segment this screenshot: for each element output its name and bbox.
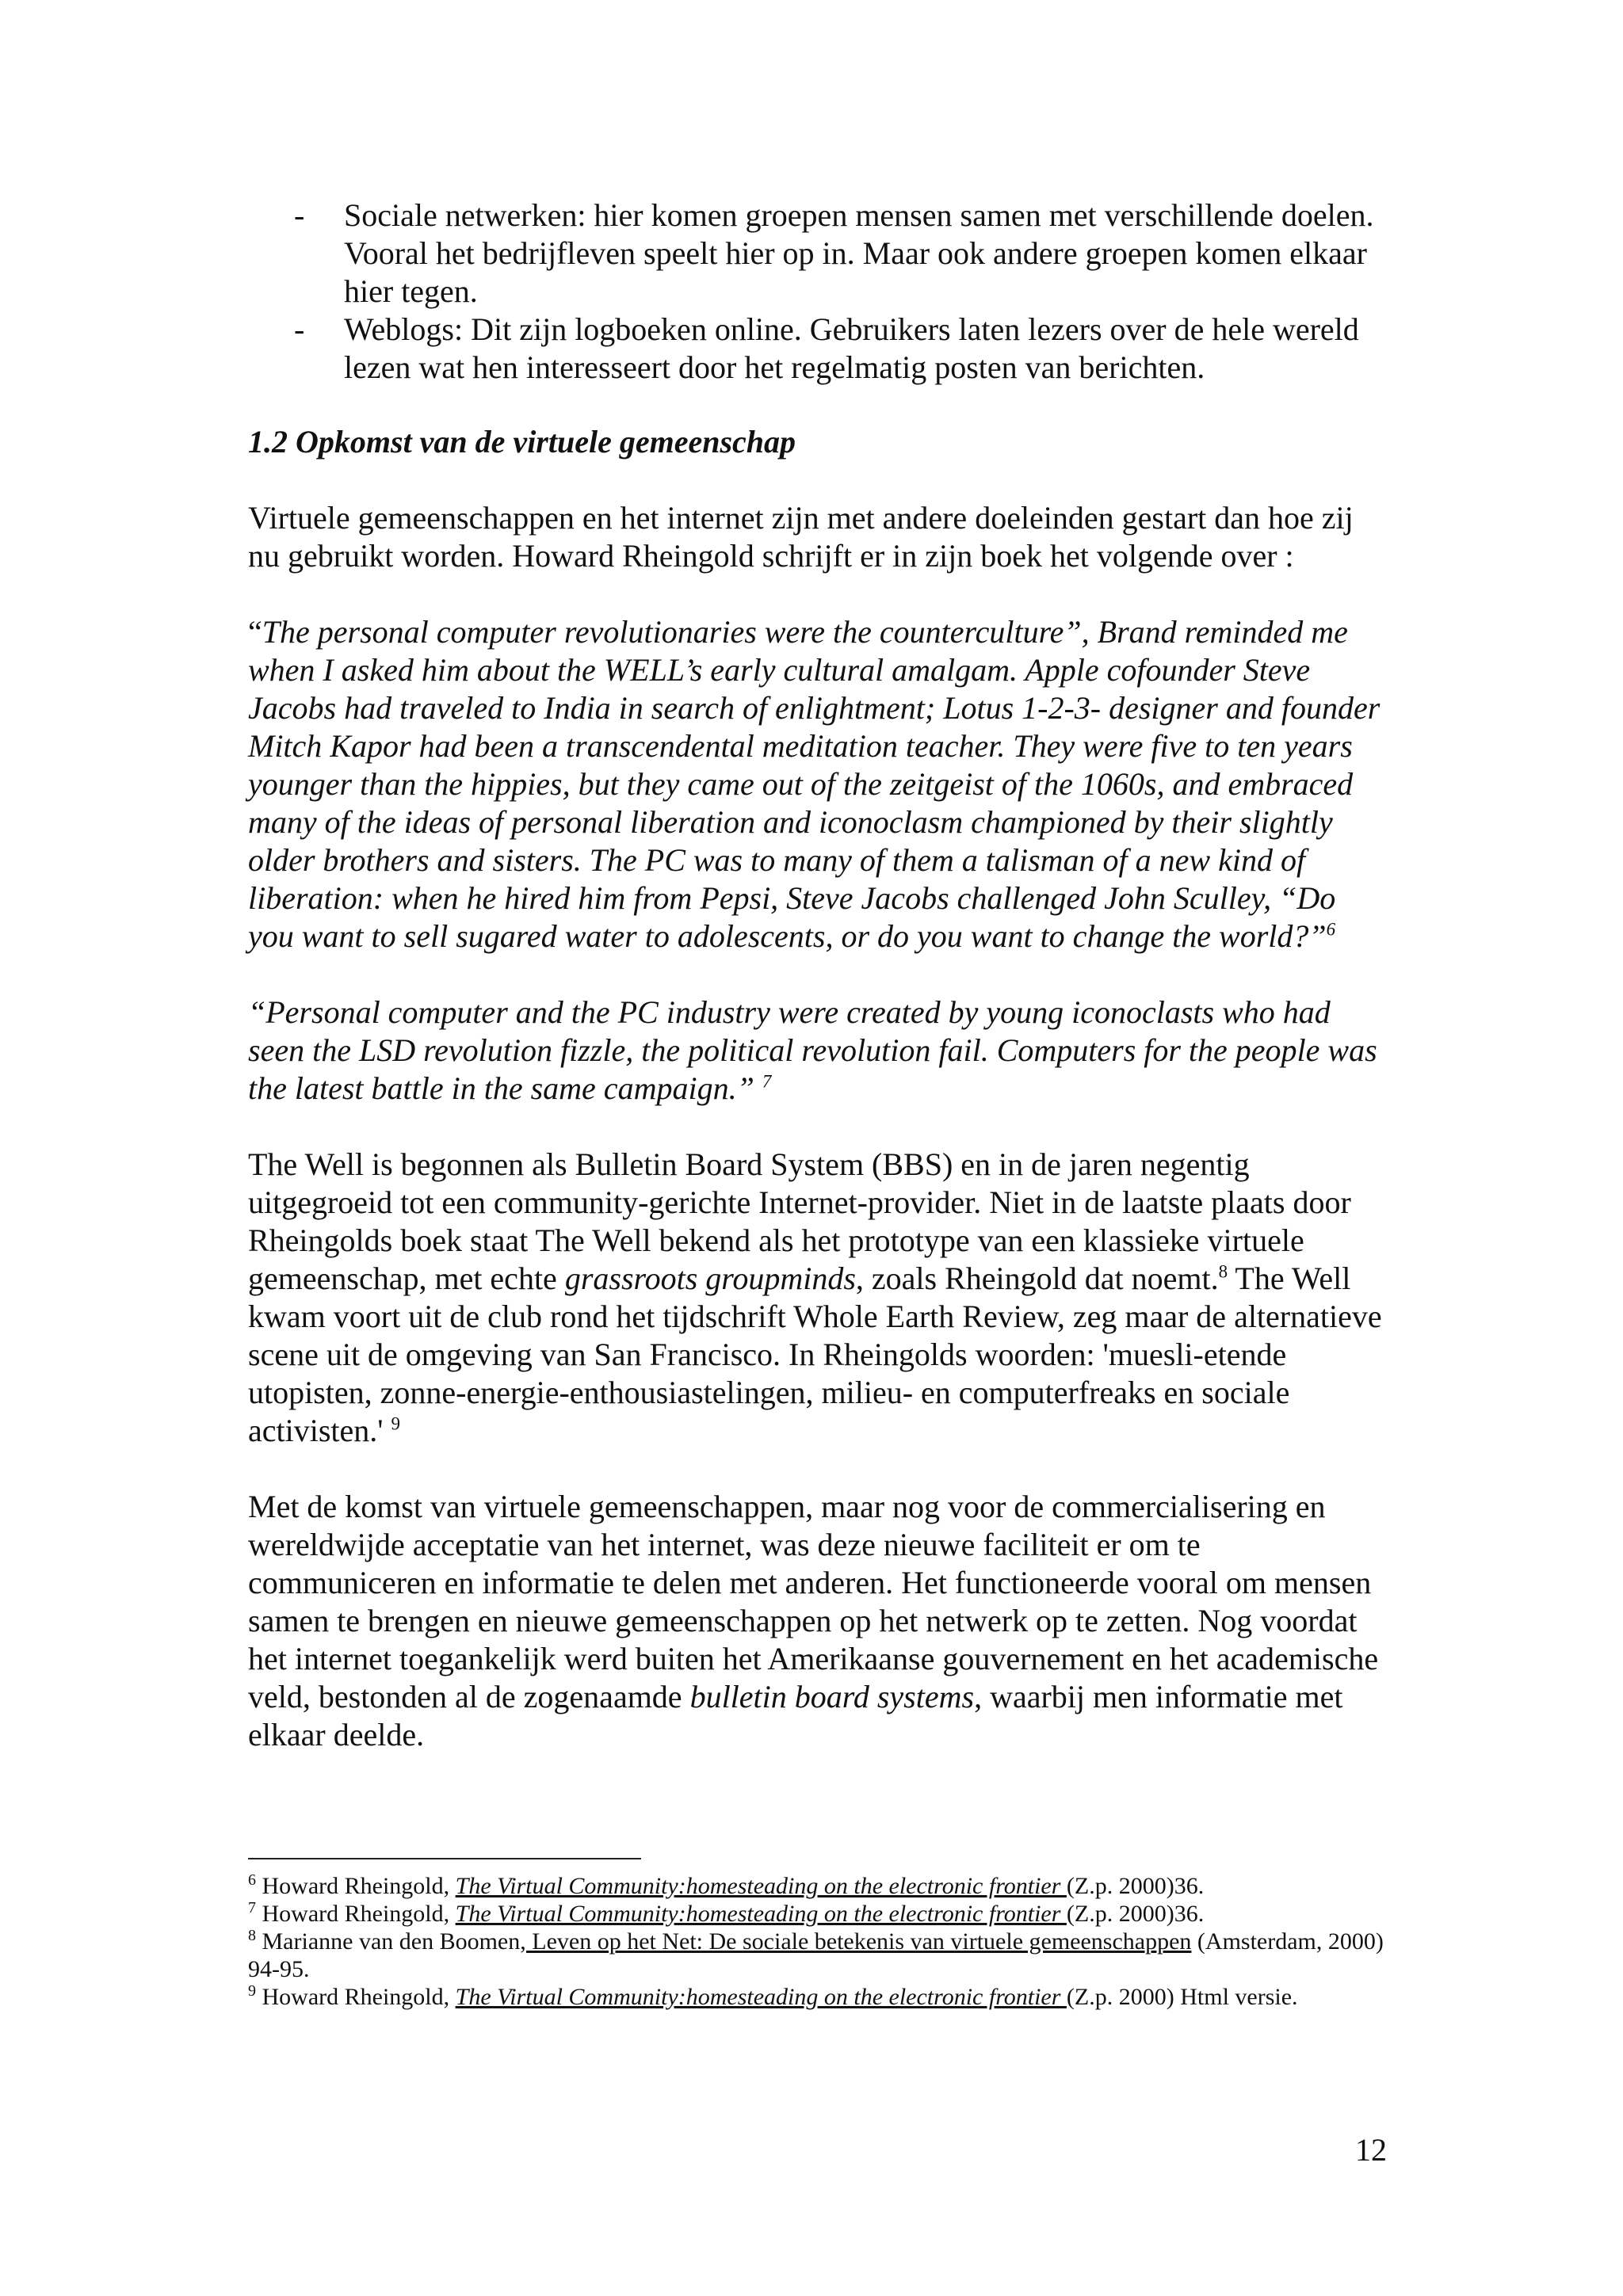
footnote-author: Howard Rheingold, [262, 1984, 456, 2010]
bullet-dash: - [294, 197, 305, 233]
bullet-text-weblogs: Weblogs: Dit zijn logboeken online. Gebruikers laten lezers over de hele wereld lezen wat hen interesseert door het regelmatig posten van berichten. [344, 311, 1359, 385]
body-content [248, 196, 1389, 1754]
block-quote-2 [248, 994, 1389, 1108]
well-text-part2: , zoals Rheingold dat noemt. [855, 1261, 1219, 1296]
footnote-tail: (Z.p. 2000) Html versie. [1066, 1984, 1298, 2010]
quote-2-text: “Personal computer and the PC industry were created by young iconoclasts who had seen the LSD revolution fizzle, the political revolution fail. Computers for the people was the latest battle in the same campaign.” [248, 994, 1377, 1106]
footnote-tail: (Amsterdam, 2000) 94-95. [248, 1928, 1384, 1982]
block-quote-1 [248, 613, 1389, 955]
footnote-title: The Virtual Community:homesteading on the electronic frontier [455, 1984, 1067, 2010]
bullet-item [248, 196, 1389, 311]
section-heading: 1.2 Opkomst van de virtuele gemeenschap [248, 424, 796, 460]
bullet-dash: - [294, 311, 305, 347]
final-emphasis: bulletin board systems [689, 1679, 975, 1714]
footnote-number: 8 [248, 1927, 256, 1944]
final-text-part2: , waarbij men informatie met elkaar deelde. [248, 1679, 1343, 1753]
footnote-9 [248, 1983, 1389, 2011]
quote-1-text: The personal computer revolutionaries were the counterculture”, Brand reminded me when I asked him about the WELL’s early cultural amalgam. Apple cofounder Steve Jacobs had traveled to India in search of enlightment; Lotus 1-2-3- designer and founder Mitch Kapor had been a transcendental meditation teacher. They were five to ten years younger than the hippies, but they came out of the zeitgeist of the 1060s, and embraced many of the ideas of personal liberation and iconoclasm championed by their slightly older brothers and sisters. The PC was to many of them a talisman of a new kind of liberation: when he hired him from Pepsi, Steve Jacobs challenged John Sculley, “Do you want to sell sugared water to adolescents, or do you want to change the world?” [248, 614, 1381, 954]
footnote-number: 9 [248, 1982, 256, 2000]
bullet-item [248, 311, 1389, 387]
footnote-ref-6[interactable]: 6 [1326, 919, 1336, 940]
footnote-8 [248, 1928, 1389, 1983]
footnote-separator [248, 1858, 641, 1859]
footnote-tail: (Z.p. 2000)36. [1066, 1873, 1205, 1899]
well-text-part3: The Well kwam voort uit de club rond het tijdschrift Whole Earth Review, zeg maar de alternatieve scene uit de omgeving van San Francisco. In Rheingolds woorden: 'muesli-etende utopisten, zonne-energie-enthousiastelingen, milieu- en computerfreaks en sociale activisten.' [248, 1261, 1382, 1448]
footnote-title: , Leven op het Net: De sociale betekenis van virtuele gemeenschappen [520, 1928, 1192, 1955]
footnote-ref-7[interactable]: 7 [762, 1071, 772, 1092]
footnote-6 [248, 1872, 1389, 1900]
footnote-title: The Virtual Community:homesteading on the electronic frontier [455, 1901, 1067, 1927]
footnote-number: 7 [248, 1899, 256, 1917]
intro-paragraph: Virtuele gemeenschappen en het internet zijn met andere doeleinden gestart dan hoe zij nu gebruikt worden. Howard Rheingold schrijft er in zijn boek het volgende over : [248, 500, 1354, 574]
footnote-author: Howard Rheingold, [262, 1901, 456, 1927]
footnote-ref-9[interactable]: 9 [391, 1413, 400, 1434]
well-paragraph [248, 1146, 1389, 1450]
footnote-author: Howard Rheingold, [262, 1873, 456, 1899]
final-text-part1: Met de komst van virtuele gemeenschappen, maar nog voor de commercialisering en wereldwijde acceptatie van het internet, was deze nieuwe faciliteit er om te communiceren en informatie te delen met anderen. Het functioneerde vooral om mensen samen te brengen en nieuwe gemeenschappen op het netwerk op te zetten. Nog voordat het internet toegankelijk werd buiten het Amerikaanse gouvernement en het academische veld, bestonden al de zogenaamde [248, 1489, 1379, 1714]
footnote-number: 6 [248, 1871, 256, 1889]
footnote-title: The Virtual Community:homesteading on the electronic frontier [455, 1873, 1067, 1899]
footnote-7 [248, 1900, 1389, 1928]
page-number: 12 [1355, 2132, 1387, 2168]
well-text-part1: The Well is begonnen als Bulletin Board System (BBS) en in de jaren negentig uitgegroeid tot een community-gerichte Internet-provider. Niet in de laatste plaats door Rheingolds boek staat The Well bekend als het prototype van een klassieke virtuele gemeenschap, met echte [248, 1146, 1351, 1296]
final-paragraph [248, 1488, 1389, 1754]
well-emphasis: grassroots groupminds [564, 1261, 856, 1296]
footnote-tail: (Z.p. 2000)36. [1066, 1901, 1205, 1927]
quote-open-mark: “ [248, 614, 262, 650]
footnote-ref-8[interactable]: 8 [1218, 1261, 1228, 1282]
footnotes [248, 1872, 1389, 2011]
bullet-text-social-networks: Sociale netwerken: hier komen groepen mensen samen met verschillende doelen. Vooral het bedrijfleven speelt hier op in. Maar ook andere groepen komen elkaar hier tegen. [344, 197, 1374, 309]
footnote-author: Marianne van den Boomen [262, 1928, 521, 1955]
